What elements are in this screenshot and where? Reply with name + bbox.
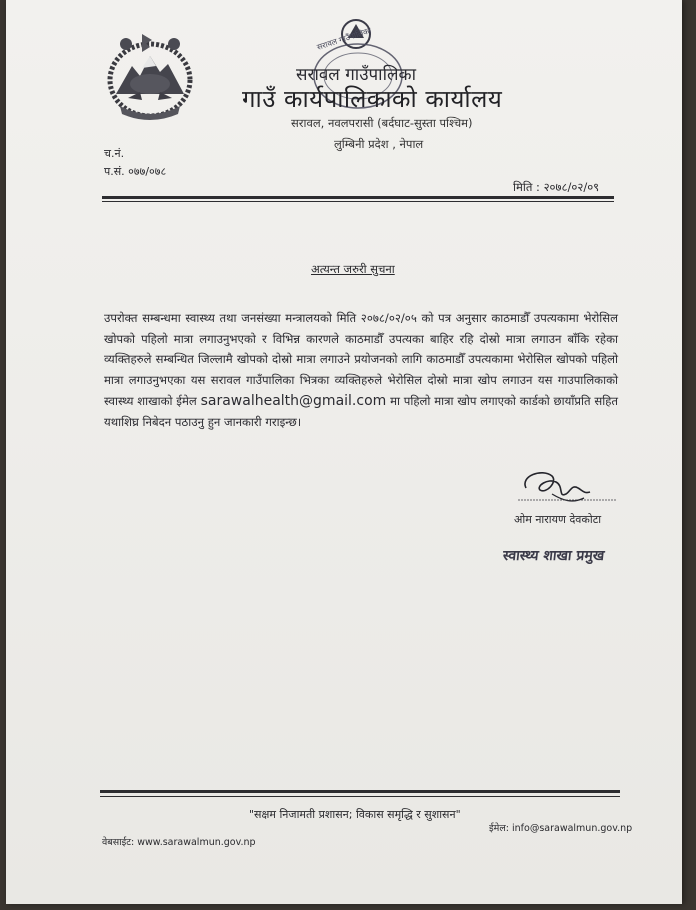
signatory-name: ओम नारायण देवकोटा: [514, 513, 602, 526]
health-email-link[interactable]: sarawalhealth@gmail.com: [200, 392, 387, 409]
notice-body: [104, 308, 618, 432]
header-divider-thin: [102, 201, 614, 202]
nepal-emblem-icon: [106, 28, 194, 122]
municipality-name: सरावल गाउँपालिका: [296, 65, 416, 85]
letter-page: [6, 0, 682, 904]
office-address: सरावल, नवलपरासी (बर्दघाट-सुस्ता पश्चिम): [291, 116, 473, 130]
office-province: लुम्बिनी प्रदेश , नेपाल: [334, 137, 424, 151]
notice-title: अत्यन्त जरुरी सुचना: [311, 262, 395, 276]
letter-date: मिति : २०७८/०२/०९: [513, 180, 600, 194]
office-title: गाउँ कार्यपालिकाको कार्यालय: [242, 85, 503, 113]
stamp-text: सरावल गाउँपालिका: [315, 25, 373, 52]
footer-website[interactable]: वेबसाईट: www.sarawalmun.gov.np: [102, 837, 256, 848]
footer-divider: [100, 790, 620, 793]
notice-body-part2: मा पहिलो मात्रा खोप लगाएको कार्डको छायाँप्रति सहित यथाशिघ्र निबेदन पठाउनु हुन जानकारी गराइन्छ।: [104, 393, 618, 429]
patra-sankhya: प.सं. ०७७/०७८: [104, 165, 167, 178]
notice-body-part1: उपरोक्त सम्बन्धमा स्वास्थ्य तथा जनसंख्या मन्त्रालयको मिति २०७८/०२/०५ को पत्र अनुसार काठमाडौँ उपत्यकामा भेरोसिल खोपको पहिलो मात्रा लगाउनुभएको र विभिन्न कारणले काठमाडौँ उपत्यका बाहिर रहि दोस्रो मात्रा लगाउन बाँकि रहेका व्यक्तिहरुले सम्बन्धित जिल्लामै खोपको दोस्रो मात्रा लगाउने प्रयोजनको लागि काठमाडौँ उपत्यकामा भेरोसिल खोपको पहिलो मात्रा लगाउनुभएका यस सरावल गाउँपालिका भित्रका व्यक्तिहरुले भेरोसिल दोस्रो मात्रा खोप लगाउन यस गाउपालिकाको स्वास्थ्य शाखाको ईमेल: [104, 311, 618, 408]
footer-divider-thin: [100, 796, 620, 797]
chalani-number: च.नं.: [104, 147, 125, 160]
signature: [512, 464, 622, 514]
health-branch-stamp: स्वास्थ्य शाखा प्रमुख: [502, 548, 606, 564]
header-divider: [102, 196, 614, 199]
footer-slogan: "सक्षम निजामती प्रशासन; विकास समृद्धि र सुशासन": [249, 808, 461, 821]
footer-email[interactable]: ईमेल: info@sarawalmun.gov.np: [489, 823, 633, 834]
